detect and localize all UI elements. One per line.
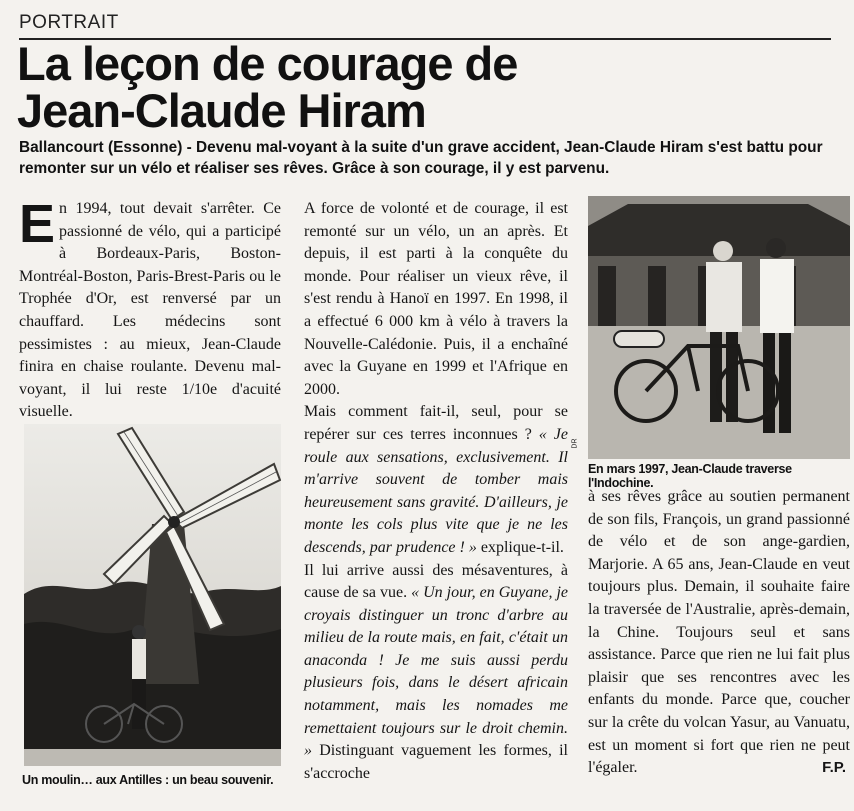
- headline-line-2: Jean-Claude Hiram: [17, 84, 426, 137]
- lede: Ballancourt (Essonne) - Devenu mal-voyant à la suite d'un grave accident, Jean-Claude Hiram s'est battu pour remonter sur un vélo et réaliser ses rêves. Grâce à son courage, il y est parvenu.: [19, 139, 823, 177]
- headline-line-1: La leçon de courage de: [17, 37, 518, 90]
- cyclists-illustration: [588, 196, 850, 459]
- col1-text: n 1994, tout devait s'arrêter. Ce passionné de vélo, qui a participé à Bordeaux-Paris, Boston-Montréal-Boston, Paris-Brest-Paris ou le Trophée d'Or, est renversé par un chauffard. Les médecins sont pessimistes : au mieux, Jean-Claude finira en chaise roulante. Devenu mal-voyant, il lui reste 1/10e d'acuité visuelle.: [19, 200, 281, 421]
- col2-p2-intro: Mais comment fait-il, seul, pour se repérer sur ces terres inconnues ?: [304, 403, 568, 443]
- column-1: [19, 194, 281, 424]
- col2-paragraph-1: A force de volonté et de courage, il est remonté sur un vélo, un an après. Et depuis, il est parti à la conquête du monde. Pour réaliser un vieux rêve, il s'est rendu à Hanoï en 1997. En 1998, il a effectué 6 000 km à vélo à travers la Nouvelle-Calédonie. Puis, il a enchaîné avec la Guyane en 1999 et l'Afrique en 2000.: [304, 200, 568, 398]
- section-kicker: PORTRAIT: [19, 12, 119, 33]
- col2-p2-outro: explique-t-il.: [476, 538, 564, 556]
- column-3: [588, 486, 850, 780]
- quote-anaconda: « Un jour, en Guyane, je croyais distinguer un tronc d'arbre au milieu de la route mais, en fait, c'était un anaconda ! Je me suis aussi perdu plusieurs fois, dans le désert africain notamment, mais les nomades me remettaient toujours sur le droit chemin. »: [304, 584, 569, 760]
- windmill-photo: [24, 424, 281, 766]
- headline: [17, 37, 847, 137]
- col2-paragraph-2: [304, 401, 568, 559]
- dropcap: E: [19, 194, 56, 254]
- col2-paragraph-3: [304, 560, 568, 786]
- windmill-illustration: [24, 424, 281, 766]
- column-2: [304, 198, 568, 785]
- col2-p3-outro: Distinguant vaguement les formes, il s'accroche: [304, 742, 568, 782]
- col3-paragraph: à ses rêves grâce au soutien permanent de son fils, François, un grand passionné de vélo et de son ange-gardien, Marjorie. A 65 ans, Jean-Claude en veut toujours plus. Demain, il souhaite faire la traversée de l'Australie, après-demain, la Chine. Toujours seul et sans assistance. Parce que rien ne lui fait plus plaisir que ses rencontres avec les enfants du monde. Parce que, coucher sur la crête du volcan Yasur, au Vanuatu, est un moment si fort que rien ne peut l'égaler.: [588, 488, 850, 777]
- col2-p3-intro: Il lui arrive aussi des mésaventures, à cause de sa vue.: [304, 561, 568, 602]
- photo-credit: DR: [571, 438, 579, 449]
- indochina-photo: [588, 196, 850, 459]
- windmill-caption: Un moulin… aux Antilles : un beau souvenir.: [22, 773, 274, 787]
- quote-sensations: « Je roule aux sensations, exclusivement. Il m'arrive souvent de tomber mais heureusement sans gravité. D'ailleurs, je monte les cols plus vite que je ne les descends, par prudence ! »: [304, 425, 569, 556]
- indochina-caption: En mars 1997, Jean-Claude traverse l'Indochine.: [588, 462, 792, 490]
- col1-paragraph: [19, 194, 281, 424]
- author-signature: F.P.: [822, 759, 846, 777]
